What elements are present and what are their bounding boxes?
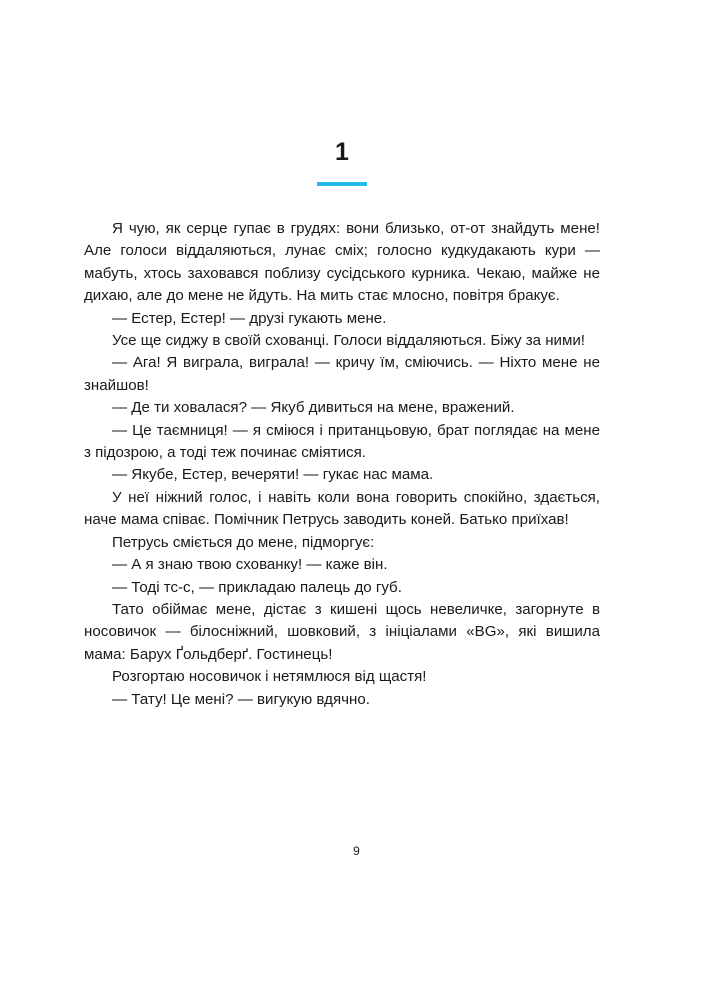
paragraph: — Це таємниця! — я сміюся і пританцьовую, брат поглядає на мене з підозрою, а тоді теж починає сміятися. — [84, 421, 600, 462]
page-number: 9 — [353, 844, 360, 858]
paragraph: Я чую, як серце гупає в грудях: вони близько, от-от знайдуть мене! Але голоси віддаляються, лунає сміх; голосно кудкудакають кури — мабуть, хтось заховався поблизу сусідського курника. Чекаю, майже не дихаю, але до мене не йдуть. На мить стає млосно, повітря бракує. — [84, 220, 600, 305]
body-text — [84, 218, 600, 711]
paragraph: — Де ти ховалася? — Якуб дивиться на мене, вражений. — [112, 399, 515, 417]
paragraph: — А я знаю твою схованку! — каже він. — [112, 556, 388, 574]
chapter-number: 1 — [335, 138, 349, 166]
paragraph: Розгортаю носовичок і нетямлюся від щастя! — [112, 668, 427, 686]
page-content — [84, 0, 600, 711]
paragraph: — Тату! Це мені? — вигукую вдячно. — [112, 690, 370, 708]
chapter-divider-rule — [317, 182, 367, 186]
paragraph: У неї ніжний голос, і навіть коли вона говорить спокійно, здається, наче мама співає. Помічник Петрусь заводить коней. Батько приїхав! — [84, 488, 600, 529]
paragraph: Тато обіймає мене, дістає з кишені щось невеличке, загорнуте в носовичок — білосніжний, шовковий, з ініціалами «BG», які вишила мама: Барух Ґольдберґ. Гостинець! — [84, 600, 600, 663]
paragraph: Усе ще сиджу в своїй схованці. Голоси віддаляються. Біжу за ними! — [112, 332, 585, 350]
paragraph: — Ага! Я виграла, виграла! — кричу їм, сміючись. — Ніхто мене не знайшов! — [84, 354, 600, 394]
paragraph: — Тоді тс-с, — прикладаю палець до губ. — [112, 578, 402, 596]
paragraph: — Якубе, Естер, вечеряти! — гукає нас мама. — [112, 466, 434, 484]
chapter-header — [84, 0, 600, 186]
paragraph: — Естер, Естер! — друзі гукають мене. — [112, 309, 387, 327]
paragraph: Петрусь сміється до мене, підморгує: — [112, 533, 375, 551]
